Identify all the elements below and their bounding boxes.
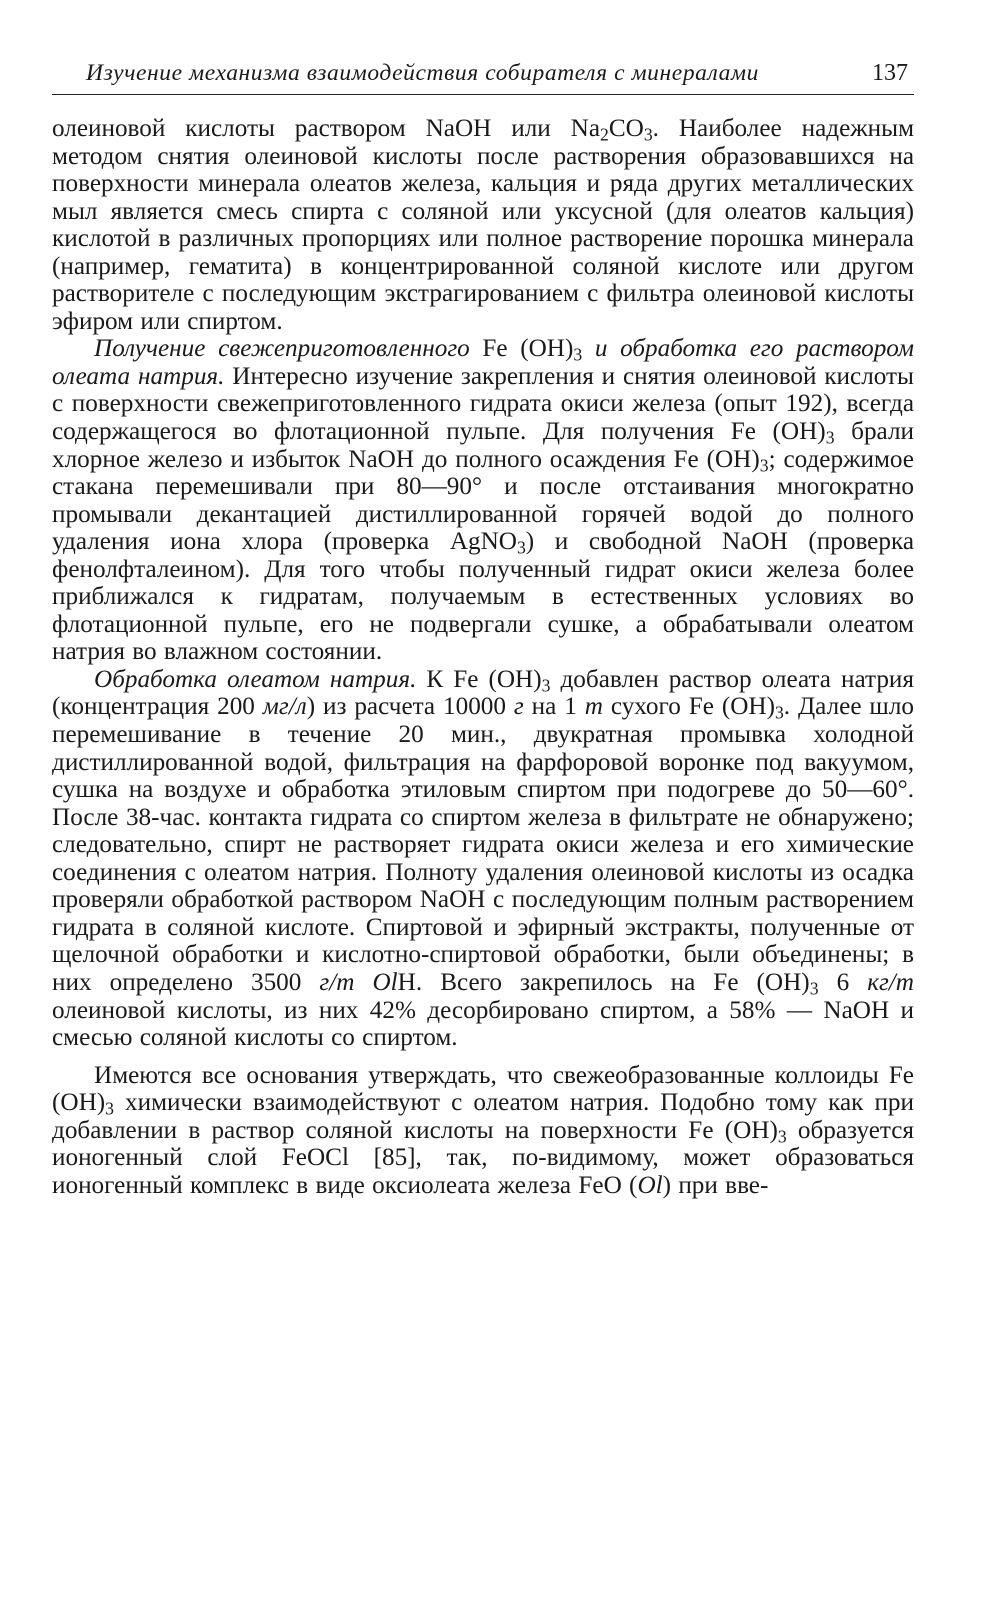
text-run: олеиновой кислоты, из них 42% десорбировано спиртом, а 58% — NaOH и смесью соляной кислоты со спиртом. (52, 996, 914, 1052)
subscript: 3 (809, 978, 819, 999)
text-run: Интересно изучение закрепления и снятия олеиновой кислоты с поверхности свежеприготовленного гидрата окиси железа (опыт 192), всегда содержащегося во флотационной пульпе. Для получения Fe (OH) (52, 362, 914, 446)
text-run: 6 (818, 968, 868, 996)
paragraph (52, 1062, 914, 1200)
header-rule (52, 94, 914, 95)
italic-text: мг/л (262, 693, 307, 721)
text-run: брали хлорное железо и избыток NaOH до полного осаждения Fe (OH) (52, 418, 914, 473)
text-run: ; содержимое стакана перемешивали при 80—90° и после отстаивания многократно промывали декантацией дистиллированной горячей водой до полного удаления иона хлора (проверка AgNO (52, 445, 914, 556)
text-run: Fe (OH) (469, 335, 574, 363)
text-run: на 1 (523, 693, 585, 721)
text-run: CO (608, 115, 644, 142)
italic-text: г/т Ol (319, 968, 398, 996)
subscript: 3 (643, 124, 653, 145)
text-run: олеиновой кислоты раствором NaOH или Na (52, 115, 601, 142)
text-run: ) и свободной NaOH (проверка фенолфталеином). Для того чтобы полученный гидрат окиси железа более приближался к гидратам, получаемым в естественных условиях во флотационной пульпе, его не подвергали сушке, а обрабатывали олеатом натрия во влажном состоянии. (52, 528, 914, 666)
text-run: H. Всего закрепилось на Fe (OH) (397, 968, 810, 996)
text-run: химически взаимодействуют с олеатом натрия. Подобно тому как при добавлении в раствор соляной кислоты на поверхности Fe (OH) (52, 1089, 914, 1144)
subscript: 2 (600, 124, 609, 145)
paragraph (52, 335, 914, 666)
italic-text: кг/т (867, 968, 914, 996)
italic-text: Получение свежеприготовленного (94, 335, 470, 363)
text-run: ) при вве- (662, 1171, 769, 1199)
subscript: 3 (573, 344, 583, 365)
subscript: 3 (774, 702, 784, 723)
subscript: 3 (777, 1126, 787, 1147)
paragraph (52, 666, 914, 1052)
text-run: К Fe (OH) (416, 665, 542, 693)
italic-text: г (513, 693, 524, 721)
text-run: сухого Fe (OH) (602, 693, 775, 721)
italic-text: Обработка олеатом натрия. (94, 665, 417, 693)
subscript: 3 (825, 427, 835, 448)
subscript: 3 (541, 675, 551, 696)
text-run: образуется ионогенный слой FeOCl [85], так, по-видимому, может образоваться ионогенный комплекс в виде оксиолеата железа FeO ( (52, 1116, 914, 1199)
text-run: добавлен раствор олеата натрия (концентрация 200 (52, 665, 914, 721)
book-page (52, 58, 914, 1199)
body-text (52, 115, 914, 1199)
paragraph (52, 115, 914, 335)
italic-text: т (584, 693, 603, 721)
text-run: . Наиболее надежным методом снятия олеиновой кислоты после растворения образовавшихся на поверхности минерала олеатов железа, кальция и ряда других металлических мыл является смесь спирта с соляной или уксусной (для олеатов кальция) кислотой в различных пропорциях или полное растворение порошка минерала (например, гематита) в концентрированной соляной кислоте или другом растворителе с последующим экстрагированием с фильтра олеиновой кислоты эфиром или спиртом. (52, 115, 915, 335)
italic-text: Ol (637, 1171, 663, 1199)
page-number: 137 (872, 60, 908, 86)
running-title: Изучение механизма взаимодействия собирателя с минералами (86, 60, 759, 86)
italic-text: и обработка его раствором олеата натрия. (52, 335, 915, 390)
text-run: . Далее шло перемешивание в течение 20 мин., двукратная промывка холодной дистиллированной водой, фильтрация на фарфоровой воронке под вакуумом, сушка на воздухе и обработка этиловым спиртом при подогреве до 50—60°. После 38-час. контакта гидрата со спиртом железа в фильтрате не обнаружено; следовательно, спирт не растворяет гидрата окиси железа и его химические соединения с олеатом натрия. Полноту удаления олеиновой кислоты из осадка проверяли обработкой раствором NaOH с последующим полным растворением гидрата в соляной кислоте. Спиртовой и эфирный экстракты, полученные от щелочной обработки и кислотно-спиртовой обработки, были объединены; в них определено 3500 (52, 693, 914, 996)
subscript: 3 (105, 1098, 114, 1119)
running-header (52, 58, 914, 88)
text-run: ) из расчета 10000 (306, 693, 514, 721)
subscript: 3 (759, 454, 769, 475)
text-run: Имеются все основания утверждать, что свежеобразованные коллоиды Fe (OH) (52, 1061, 914, 1117)
subscript: 3 (516, 537, 526, 558)
